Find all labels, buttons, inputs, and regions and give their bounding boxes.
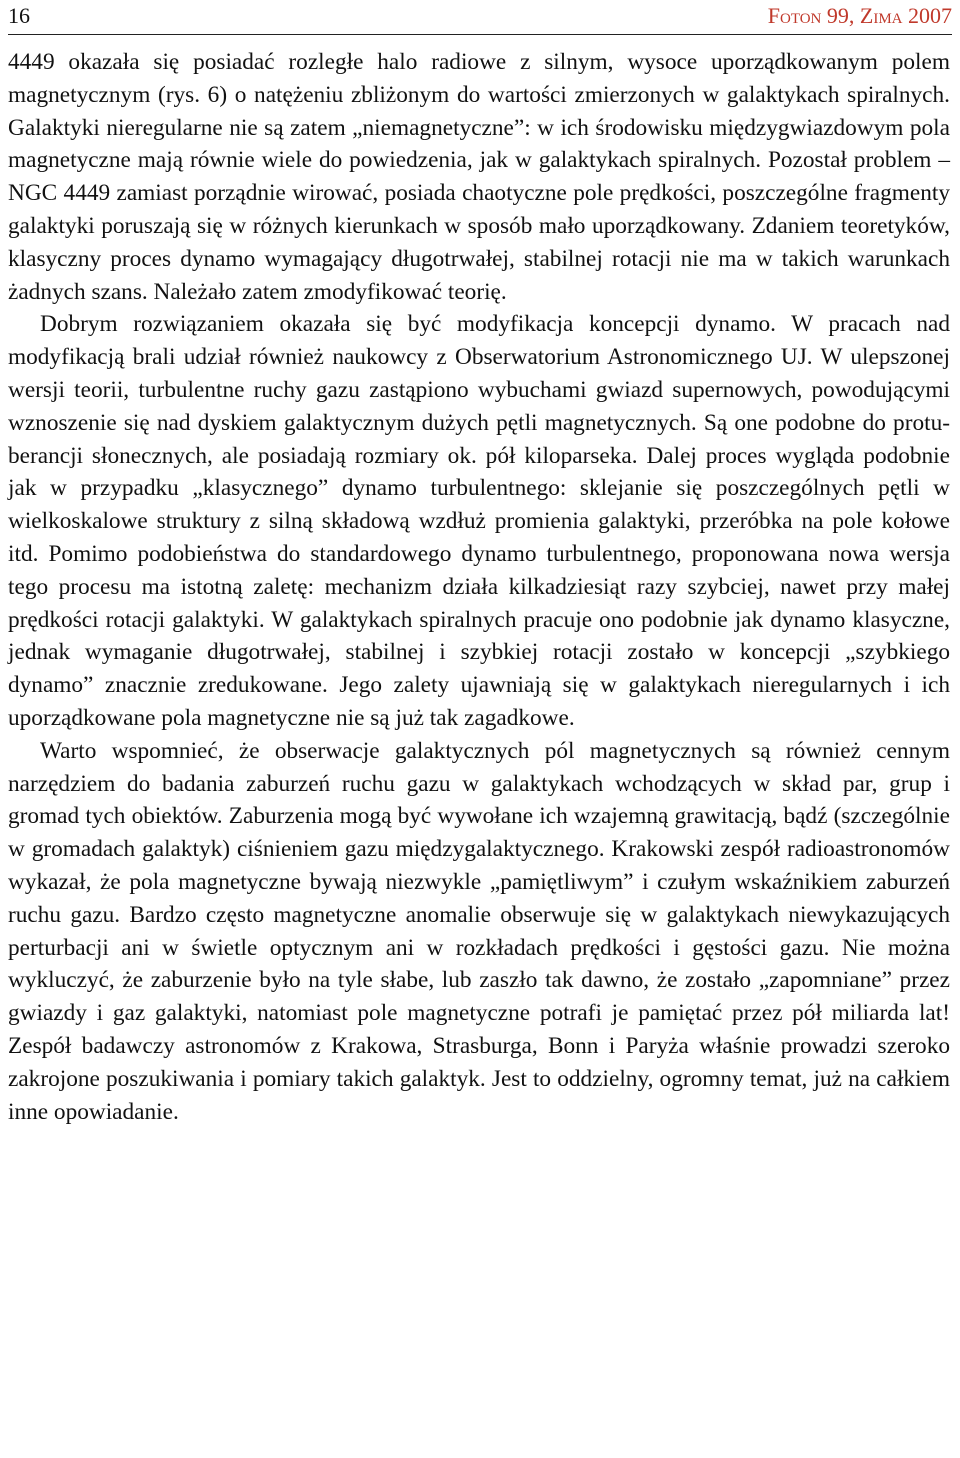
- paragraph: 4449 okazała się posiadać rozległe halo radiowe z silnym, wysoce uporządkowanym polem magnetycznym (rys. 6) o natężeniu zbliżonym do wartości zmierzonych w galaktykach spiralnych. Galaktyki nieregularne nie są zatem „niemagnetyczne”: w ich środowisku międzygwiazdowym pola magnetyczne mają równie wiele do powiedzenia, jak w galaktykach spiralnych. Pozostał problem – NGC 4449 zamiast porządnie wirować, posiada chaotyczne pole prędkości, poszczególne fragmenty galaktyki poruszają się w różnych kierunkach w sposób mało uporządkowany. Zdaniem teoretyków, klasyczny proces dynamo wymagający długotrwałej, stabilnej rotacji nie ma w takich warunkach żadnych szans. Należało zatem zmodyfikować teorię.: [8, 49, 950, 305]
- journal-running-head: [768, 3, 952, 29]
- paragraph: Dobrym rozwiązaniem okazała się być modyfikacja koncepcji dynamo. W pracach nad modyfikacją brali udział również naukowcy z Obserwatorium Astronomicznego UJ. W ulepszonej wersji teorii, turbulentne ruchy gazu zastąpiono wybuchami gwiazd supernowych, powodującymi wznoszenie się nad dyskiem galaktycznym dużych pętli magnetycznych. Są one podobne do protuberancji słonecznych, ale posiadają rozmiary ok. pół kiloparseka. Dalej proces wygląda podobnie jak w przypadku „klasycznego” dynamo turbulentnego: sklejanie się poszczególnych pętli w wielkoskalowe struktury z silną składową wzdłuż promienia galaktyki, przeróbka na pole kołowe itd. Pomimo podobieństwa do standardowego dynamo turbulentnego, proponowana nowa wersja tego procesu ma istotną zaletę: mechanizm działa kilkadziesiąt razy szybciej, nawet przy małej prędkości rotacji galaktyki. W galaktykach spiralnych pracuje ono podobnie jak dynamo klasyczne, jednak wymaganie długotrwałej, stabilnej i szybkiej rotacji zostało w koncepcji „szybkiego dynamo” znacznie zredukowane. Jego zalety ujawniają się w galaktykach nieregularnych i ich uporządkowane pola magnetyczne nie są już tak zagadkowe.: [8, 311, 950, 731]
- page-header: [8, 0, 952, 35]
- journal-title: Foton 99, Zima 2007: [767, 3, 952, 28]
- article-body: [8, 46, 950, 1128]
- paragraph: Warto wspomnieć, że obserwacje galaktycznych pól magnetycznych są również cennym narzędziem do badania zaburzeń ruchu gazu w galaktykach wchodzących w skład par, grup i gromad tych obiektów. Zaburzenia mogą być wywołane ich wzajemną grawitacją, bądź (szczególnie w gromadach galaktyk) ciśnieniem gazu międzygalaktycznego. Krakowski zespół radioastronomów wykazał, że pola magnetyczne bywają niezwykle „pamiętliwym” i czułym wskaźnikiem zaburzeń ruchu gazu. Bardzo często magnetyczne anomalie obserwuje się w galaktykach niewykazujących perturbacji ani w świetle optycznym ani w rozkładach prędkości i gęstości gazu. Nie można wykluczyć, że zaburzenie było na tyle słabe, lub zaszło tak dawno, że zostało „zapomniane” przez gwiazdy i gaz galaktyki, natomiast pole magnetyczne potrafi je pamiętać przez pół miliarda lat! Zespół badawczy astronomów z Krakowa, Strasburga, Bonn i Paryża właśnie prowadzi szeroko zakrojone poszukiwania i pomiary takich galaktyk. Jest to oddzielny, ogromny temat, już na całkiem inne opowiadanie.: [8, 737, 950, 1125]
- page-number: 16: [8, 3, 30, 28]
